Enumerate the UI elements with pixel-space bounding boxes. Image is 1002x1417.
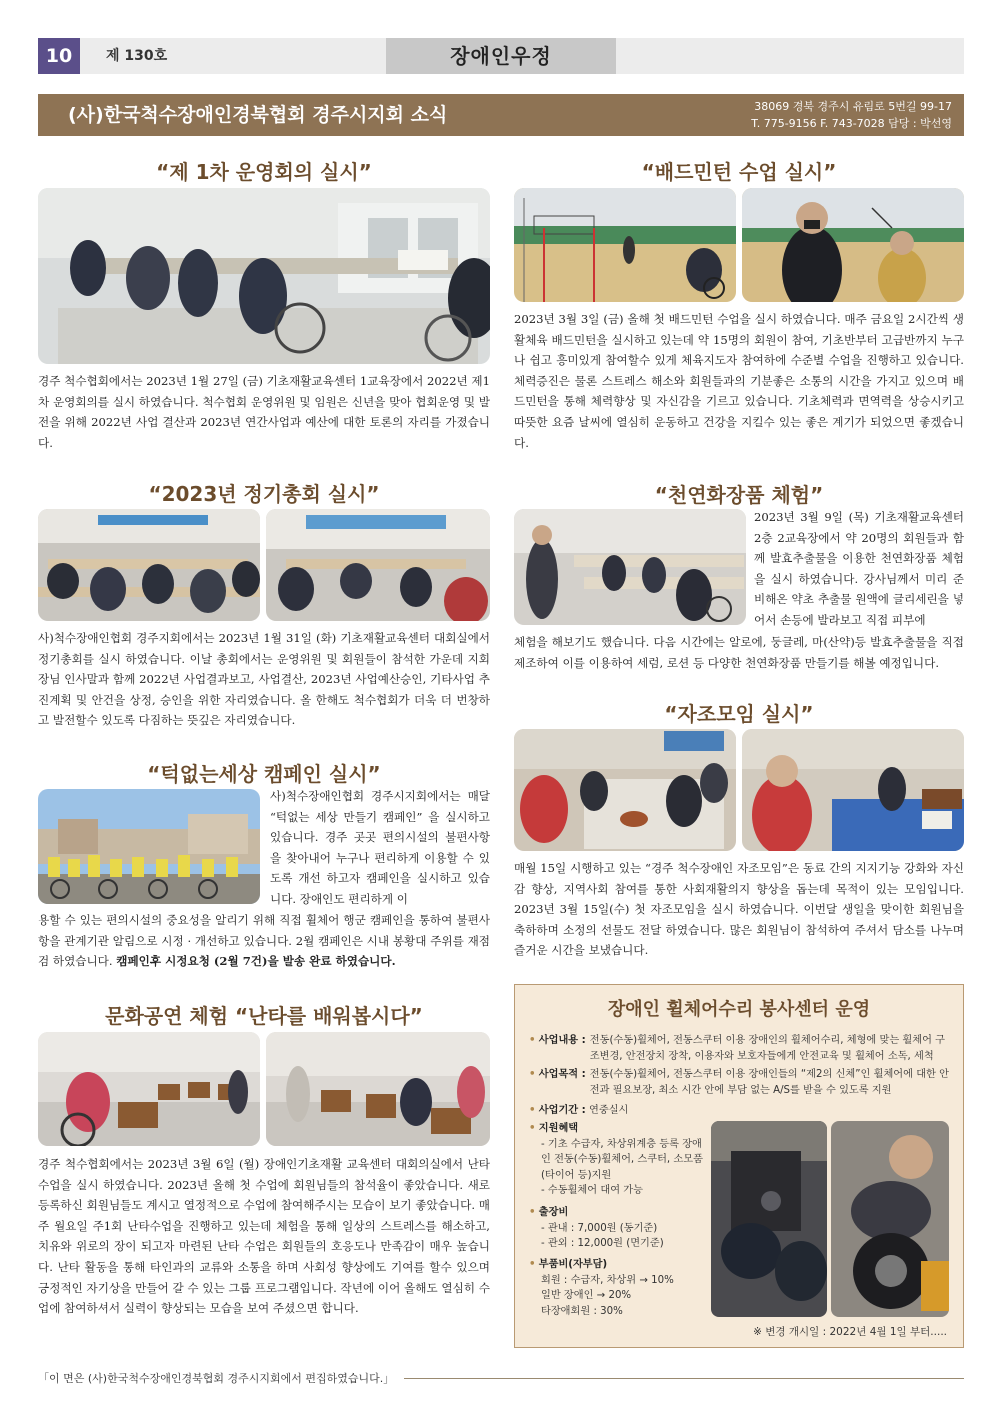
assembly-text: 사)척수장애인협회 경주지회에서는 2023년 1월 31일 (화) 기초재활교육센터 대회실에서 정기총회를 실시 하였습니다. 이날 총회에서는 운영위원 및 회원들이 참석한 가운데 지회장님 인사말과 함께 2022년 사업결과보고, 사업결산, 2023년 사업예산승인, 기타사업 추진계획 및 안건을 상정, 승인을 위한 자리였습니다. 올 한해도 척수협회가 더욱 더 번창하고 발전할수 있도록 다짐하는 뜻깊은 자리였습니다. [38, 631, 490, 728]
footer-credit: 「이 면은 (사)한국척수장애인경북협회 경주시지회에서 편집하였습니다.」 [38, 1372, 395, 1385]
selfhelp-photo-2 [742, 729, 964, 851]
assembly-photo-2 [266, 509, 490, 621]
newspaper-logo: 장애인우정 [386, 38, 616, 74]
service-trip-label: 출장비 [538, 1207, 569, 1218]
service-benefit-1: - 기초 수급자, 차상위계층 등록 장애인 전동(수동)휠체어, 스쿠터, 소모품(타이어 등)지원 [541, 1138, 703, 1181]
service-period-row: • 사업기간 : 연중실시 [529, 1105, 629, 1116]
banner-address: 38069 경북 경주시 유림로 5번길 99-17 [754, 100, 952, 113]
campaign-text [38, 910, 490, 972]
service-benefit-2: - 수동휠체어 대여 가능 [541, 1185, 643, 1196]
repair-photo-2 [831, 1121, 949, 1317]
campaign-text-body: 용할 수 있는 편의시설의 중요성을 알리기 위해 직접 휠체어 행군 캠페인을 통하여 불편사항을 관계기관 알림으로 시정 · 개선하고 있습니다. 2월 캠페인은 시내 봉황대 주위를 재점검 하였습니다. [38, 913, 490, 969]
badminton-text: 2023년 3월 3일 (금) 올해 첫 배드민턴 수업을 실시 하였습니다. 매주 금요일 2시간씩 생활체육 배드민턴을 실시하고 있는데 약 15명의 회원이 참여, 기초반부터 고급반까지 누구나 쉽고 흥미있게 참여할수 있게 체육지도자 참여하에 수준별 수업을 진행하고 있습니다. 체력증진은 물론 스트레스 해소와 회원들과의 기분좋은 소통의 시간을 가지고 있으며 배드민턴을 통해 체력향상 및 자신감을 기르고 있습니다. 기초체력과 면역력을 상승시키고 따뜻한 요즘 날씨에 열심히 운동하고 건강을 지킬수 있는 좋은 계기가 되었으면 좋겠습니다. [514, 312, 964, 450]
cosmetics-photo [514, 509, 746, 625]
campaign-text-bold: 캠페인후 시정요청 (2월 7건)을 발송 완료 하였습니다. [116, 954, 396, 969]
campaign-text-side: 사)척수장애인협회 경주시지회에서는 매달 “턱없는 세상 만들기 캠페인” 을 실시하고 있습니다. 경주 곳곳 편의시설의 불편사항을 찾아내어 누구나 편리하게 이용할 수 있도록 개선 하고자 캠페인을 실시하고 있습니다. 장애인도 편리하게 이 [270, 789, 490, 906]
assembly-title: “2023년 정기총회 실시” [148, 482, 380, 506]
footer-divider [404, 1378, 964, 1379]
service-note: ※ 변경 개시일 : 2022년 4월 1일 부터..... [753, 1326, 947, 1338]
service-content-label: 사업내용 : [538, 1035, 586, 1046]
badminton-title: “배드민턴 수업 실시” [641, 160, 837, 184]
service-box-title: 장애인 휠체어수리 봉사센터 운영 [607, 999, 871, 1020]
banner-phone: T. 775-9156 F. 743-7028 담당 : 박선영 [751, 117, 952, 130]
service-parts-label: 부품비(자부담) [538, 1259, 608, 1270]
nanta-photo-2 [266, 1032, 490, 1146]
cosmetics-title: “천연화장품 체험” [654, 483, 824, 507]
campaign-title: “턱없는세상 캠페인 실시” [147, 762, 381, 786]
wheelchair-service-box [514, 984, 964, 1348]
repair-photo-1 [711, 1121, 827, 1317]
meeting-text: 경주 척수협회에서는 2023년 1월 27일 (금) 기초재활교육센터 1교육장에서 2022년 제1차 운영회의를 실시 하였습니다. 척수협회 운영위원 및 임원은 신년을 맞아 협회운영 및 발전을 위해 2022년 사업 결산과 2023년 연간사업과 예산에 대한 토론의 자리를 가졌습니다. [38, 374, 490, 450]
nanta-photo-1 [38, 1032, 260, 1146]
meeting-photo [38, 188, 490, 364]
issue-number: 제 130호 [106, 48, 168, 64]
selfhelp-text: 매월 15일 시행하고 있는 “경주 척수장애인 자조모임”은 동료 간의 지지기능 강화와 자신감 향상, 지역사회 참여를 통한 사회재활의지 향상을 돕는데 목적이 있는 모임입니다. 2023년 3월 15일(수) 첫 자조모임을 실시 하였습니다. 이번달 생일을 맞이한 회원님을 축하하며 소정의 선물도 전달 하였습니다. 많은 회원님이 참석하여 주셔서 담소를 나누며 즐거운 시간을 보냈습니다. [514, 861, 964, 958]
service-trip-block: • 출장비 - 관내 : 7,000원 (동기준) - 관외 : 12,000원 (면기준) [529, 1205, 711, 1252]
badminton-photo-1 [514, 188, 736, 302]
service-benefit-block: • 지원혜택 - 기초 수급자, 차상위계층 등록 장애인 전동(수동)휠체어, 스쿠터, 소모품(타이어 등)지원 - 수동휠체어 대여 가능 [529, 1121, 711, 1199]
cosmetics-text-side: 2023년 3월 9일 (목) 기초재활교육센터 2층 2교육장에서 약 20명의 회원들과 함께 발효추출물을 이용한 천연화장품 체험을 실시 하였습니다. 강사님께서 미리 준비해온 약초 추출물 원액에 글리세린을 넣어서 손등에 발라보고 직접 피부에 [754, 510, 964, 627]
service-parts-block: • 부품비(자부담) 회원 : 수급자, 차상위 → 10% 일반 장애인 → 20% 타장애회원 : 30% [529, 1257, 711, 1319]
service-purpose-row: • 사업목적 : 전동(수동)휠체어, 전동스쿠터 이용 장애인들의 “제2의 신체”인 휠체어에 대한 안전과 필요보장, 최소 시간 안에 부담 없는 A/S를 받을 수 있도록 지원 [529, 1067, 953, 1098]
service-purpose: 전동(수동)휠체어, 전동스쿠터 이용 장애인들의 “제2의 신체”인 휠체어에 대한 안전과 필요보장, 최소 시간 안에 부담 없는 A/S를 받을 수 있도록 지원 [589, 1069, 949, 1096]
service-purpose-label: 사업목적 : [538, 1069, 586, 1080]
campaign-photo [38, 789, 260, 904]
service-content-row: • 사업내용 : 전동(수동)휠체어, 전동스쿠터 이용 장애인의 휠체어수리, 체형에 맞는 휠체어 구조변경, 안전장치 장착, 이용자와 보호자들에게 안전교육 및 휠체어 소독, 세척 [529, 1033, 953, 1064]
assembly-photo-1 [38, 509, 260, 621]
service-content: 전동(수동)휠체어, 전동스쿠터 이용 장애인의 휠체어수리, 체형에 맞는 휠체어 구조변경, 안전장치 장착, 이용자와 보호자들에게 안전교육 및 휠체어 소독, 세척 [589, 1035, 946, 1062]
selfhelp-title: “자조모임 실시” [664, 702, 814, 726]
nanta-text: 경주 척수협회에서는 2023년 3월 6일 (월) 장애인기초재활 교육센터 대회의실에서 난타수업을 실시 하였습니다. 2023년 올해 첫 수업에 회원님들의 참석율이 좋았습니다. 새로 등록하신 회원님들도 계시고 열정적으로 수업에 참여해주시는 모습이 보기 좋았습니다. 매주 월요일 주1회 난타수업을 진행하고 있는데 체험을 통해 일상의 스트레스를 해소하고, 치유와 위로의 장이 되고자 마련된 난타 수업은 회원들의 호응도나 만족감이 매우 높습니다. 난타 활동을 통해 타인과의 교류와 소통을 하며 사회성 향상에도 기여를 할수 있으며 긍정적인 자기상을 만들어 갈 수 있는 그룹 프로그램입니다. 작년에 이어 올해도 열심히 수업에 참여하셔서 실력이 향상되는 모습을 보여 주셨으면 합니다. [38, 1157, 490, 1316]
service-parts-2: 일반 장애인 → 20% [541, 1290, 632, 1301]
selfhelp-photo-1 [514, 729, 736, 851]
meeting-title: “제 1차 운영회의 실시” [156, 160, 372, 184]
banner-contact [751, 98, 952, 132]
service-parts-3: 타장애회원 : 30% [541, 1305, 623, 1317]
service-parts-1: 회원 : 수급자, 차상위 → 10% [541, 1274, 674, 1286]
service-period-label: 사업기간 : [538, 1105, 586, 1116]
page-number: 10 [38, 38, 80, 74]
service-trip-1: - 관내 : 7,000원 (동기준) [541, 1222, 658, 1234]
nanta-title: 문화공연 체험 “난타를 배워봅시다” [105, 1004, 423, 1028]
service-period: 연중실시 [589, 1105, 629, 1116]
cosmetics-text: 체험을 해보기도 했습니다. 다음 시간에는 알로에, 둥글레, 마(산약)등 발효추출물을 직접 제조하여 이를 이용하여 세럼, 로션 등 다양한 천연화장품 만들기를 해볼 예정입니다. [514, 635, 964, 670]
service-trip-2: - 관외 : 12,000원 (면기준) [541, 1238, 664, 1249]
top-bar [38, 38, 964, 74]
badminton-photo-2 [742, 188, 964, 302]
service-benefit-label: 지원혜택 [538, 1123, 579, 1134]
section-banner [38, 94, 964, 136]
banner-title: (사)한국척수장애인경북협회 경주시지회 소식 [68, 104, 448, 126]
